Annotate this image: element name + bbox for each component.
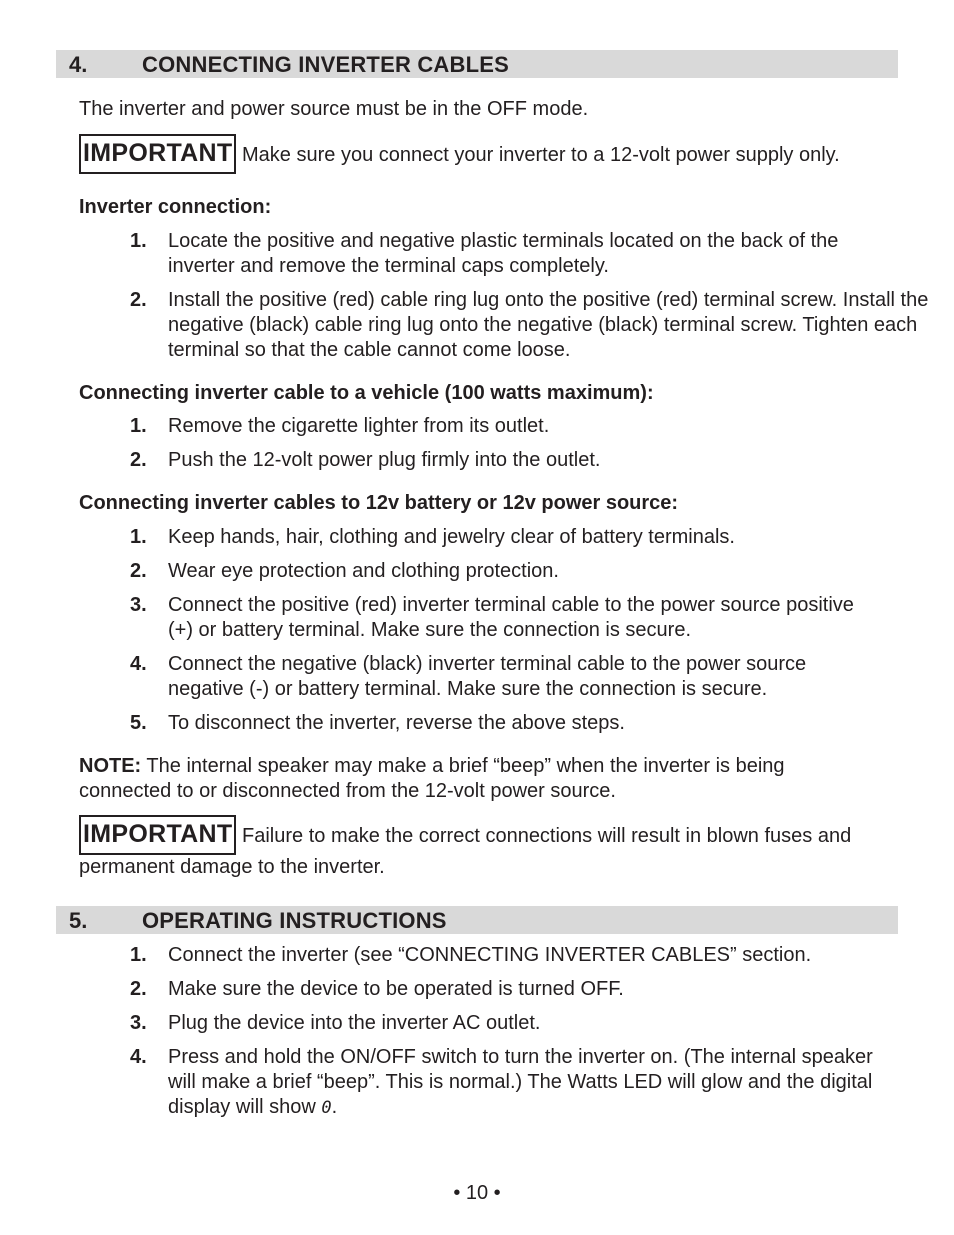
list-item-text: Connect the positive (red) inverter terminal cable to the power source positive (+) or battery terminal. Make sure the connection is secure. [168, 594, 854, 641]
list-item-text: Remove the cigarette lighter from its outlet. [168, 415, 550, 437]
note-text: The internal speaker may make a brief “beep” when the inverter is being connected to or disconnected from the 12-volt power source. [79, 755, 785, 802]
important-text: Make sure you connect your inverter to a 12-volt power supply only. [242, 144, 840, 166]
list-item-number: 1. [130, 526, 147, 548]
list-item-text: Press and hold the ON/OFF switch to turn the inverter on. (The internal speaker will make a brief “beep”. This is normal.) The Watts LED will glow and the digital display will show [168, 1046, 873, 1118]
list-item-number: 4. [130, 653, 147, 675]
inverter-connection-heading: Inverter connection: [79, 196, 272, 218]
note-paragraph [79, 754, 879, 804]
important-notice-1 [79, 134, 909, 174]
list-item-text: Locate the positive and negative plastic terminals located on the back of the inverter and remove the terminal caps completely. [168, 230, 839, 277]
list-item-number: 3. [130, 594, 147, 616]
important-notice-2 [79, 815, 879, 880]
list-item-number: 1. [130, 230, 147, 252]
list-item-text: Make sure the device to be operated is turned OFF. [168, 978, 624, 1000]
list-item-number: 4. [130, 1046, 147, 1068]
list-item-number: 2. [130, 560, 147, 582]
section-4-title: CONNECTING INVERTER CABLES [142, 52, 509, 77]
note-label: NOTE: [79, 755, 142, 777]
list-item-text: Keep hands, hair, clothing and jewelry clear of battery terminals. [168, 526, 735, 548]
list-item-number: 2. [130, 289, 147, 311]
list-item-number: 5. [130, 712, 147, 734]
section-5-header [56, 906, 898, 934]
page-number: • 10 • [453, 1182, 501, 1204]
important-text: Failure to make the correct connections will result in blown fuses and permanent damage to the inverter. [79, 825, 852, 878]
section-4-header [56, 50, 898, 78]
list-item-end: . [331, 1096, 338, 1118]
section-5-title: OPERATING INSTRUCTIONS [142, 908, 447, 933]
section-5-number: 5. [69, 908, 88, 933]
list-item-text: To disconnect the inverter, reverse the above steps. [168, 712, 625, 734]
important-badge: IMPORTANT [79, 815, 236, 855]
battery-connection-heading: Connecting inverter cables to 12v battery or 12v power source: [79, 492, 679, 514]
list-item-text: Push the 12-volt power plug firmly into the outlet. [168, 449, 601, 471]
list-item-text: Connect the inverter (see “CONNECTING INVERTER CABLES” section. [168, 944, 812, 966]
list-item-text: Install the positive (red) cable ring lug onto the positive (red) terminal screw. Install the negative (black) cable ring lug onto the negative (black) terminal screw. Tighten each terminal so that the cable cannot come loose. [168, 289, 929, 361]
list-item-number: 1. [130, 944, 147, 966]
list-item-text: Connect the negative (black) inverter terminal cable to the power source negative (-) or battery terminal. Make sure the connection is secure. [168, 653, 807, 700]
list-item-number: 1. [130, 415, 147, 437]
list-item-number: 2. [130, 449, 147, 471]
digital-display-value: 0 [321, 1098, 332, 1118]
list-item-text-wrap [168, 1045, 893, 1121]
list-item-number: 2. [130, 978, 147, 1000]
list-item-text: Wear eye protection and clothing protection. [168, 560, 559, 582]
list-item-text: Plug the device into the inverter AC outlet. [168, 1012, 541, 1034]
list-item-number: 3. [130, 1012, 147, 1034]
important-badge: IMPORTANT [79, 134, 236, 174]
section-4-intro: The inverter and power source must be in the OFF mode. [79, 98, 589, 120]
vehicle-connection-heading: Connecting inverter cable to a vehicle (100 watts maximum): [79, 382, 654, 404]
section-4-number: 4. [69, 52, 88, 77]
